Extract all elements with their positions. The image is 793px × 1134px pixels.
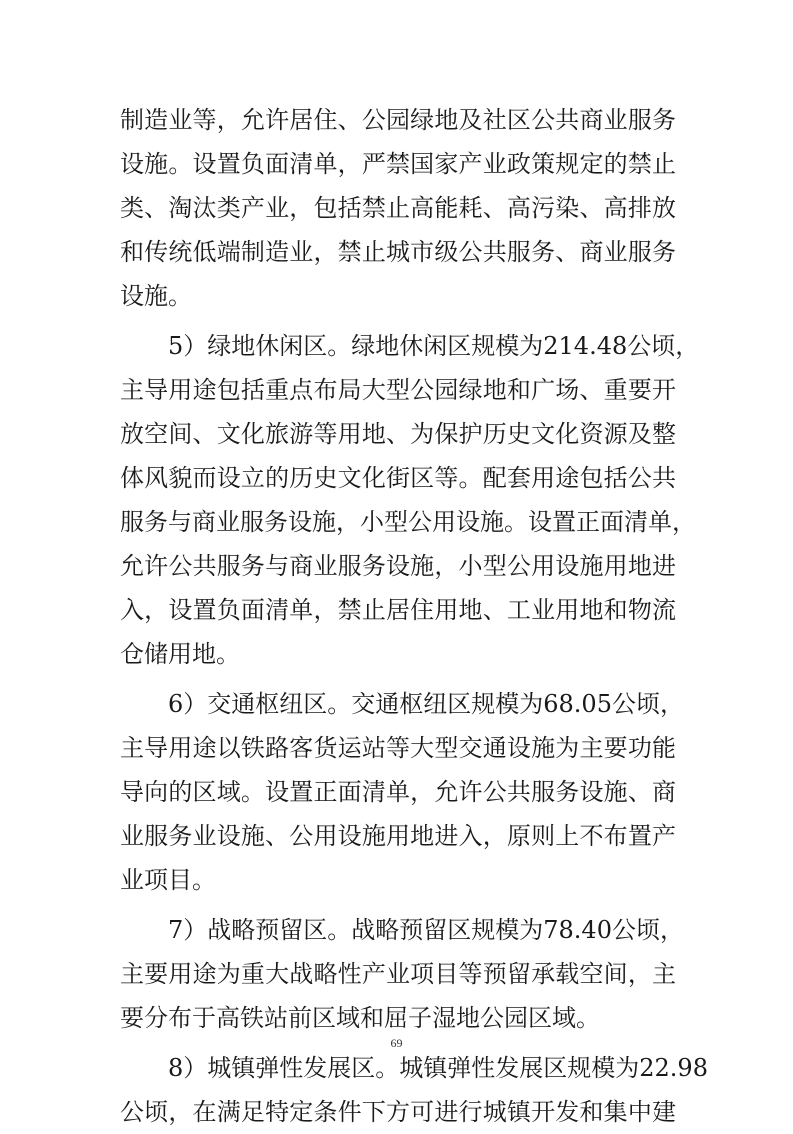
paragraph-heading-line: 7）战略预留区。战略预留区规模为78.40公顷，	[168, 916, 684, 944]
text-line: 和传统低端制造业，禁止城市级公共服务、商业服务	[120, 238, 676, 266]
paragraph-heading-line: 8）城镇弹性发展区。城镇弹性发展区规模为22.98	[168, 1054, 708, 1082]
text-line: 入，设置负面清单，禁止居住用地、工业用地和物流	[120, 596, 676, 624]
text-line: 要分布于高铁站前区域和屈子湿地公园区域。	[120, 1004, 600, 1032]
text-line: 放空间、文化旅游等用地、为保护历史文化资源及整	[120, 420, 676, 448]
text-line: 类、淘汰类产业，包括禁止高能耗、高污染、高排放	[120, 194, 676, 222]
text-line: 设施。	[120, 282, 192, 310]
text-line: 制造业等，允许居住、公园绿地及社区公共商业服务	[120, 106, 676, 134]
body-text	[120, 98, 708, 1134]
text-line: 公顷，在满足特定条件下方可进行城镇开发和集中建	[120, 1098, 676, 1126]
text-line: 仓储用地。	[120, 640, 240, 668]
text-line: 体风貌而设立的历史文化街区等。配套用途包括公共	[120, 464, 676, 492]
text-line: 设施。设置负面清单，严禁国家产业政策规定的禁止	[120, 150, 676, 178]
text-line: 允许公共服务与商业服务设施，小型公用设施用地进	[120, 552, 676, 580]
text-line: 业服务业设施、公用设施用地进入，原则上不布置产	[120, 822, 676, 850]
page-number: 69	[390, 1036, 403, 1050]
text-line: 主导用途包括重点布局大型公园绿地和广场、重要开	[120, 376, 676, 404]
text-line: 业项目。	[120, 866, 216, 894]
text-line: 主要用途为重大战略性产业项目等预留承载空间，主	[120, 960, 676, 988]
text-line: 服务与商业服务设施，小型公用设施。设置正面清单，	[120, 508, 696, 536]
text-line: 主导用途以铁路客货运站等大型交通设施为主要功能	[120, 734, 676, 762]
text-line: 导向的区域。设置正面清单，允许公共服务设施、商	[120, 778, 676, 806]
paragraph-heading-line: 6）交通枢纽区。交通枢纽区规模为68.05公顷，	[168, 690, 684, 718]
paragraph-heading-line: 5）绿地休闲区。绿地休闲区规模为214.48公顷，	[168, 332, 700, 360]
